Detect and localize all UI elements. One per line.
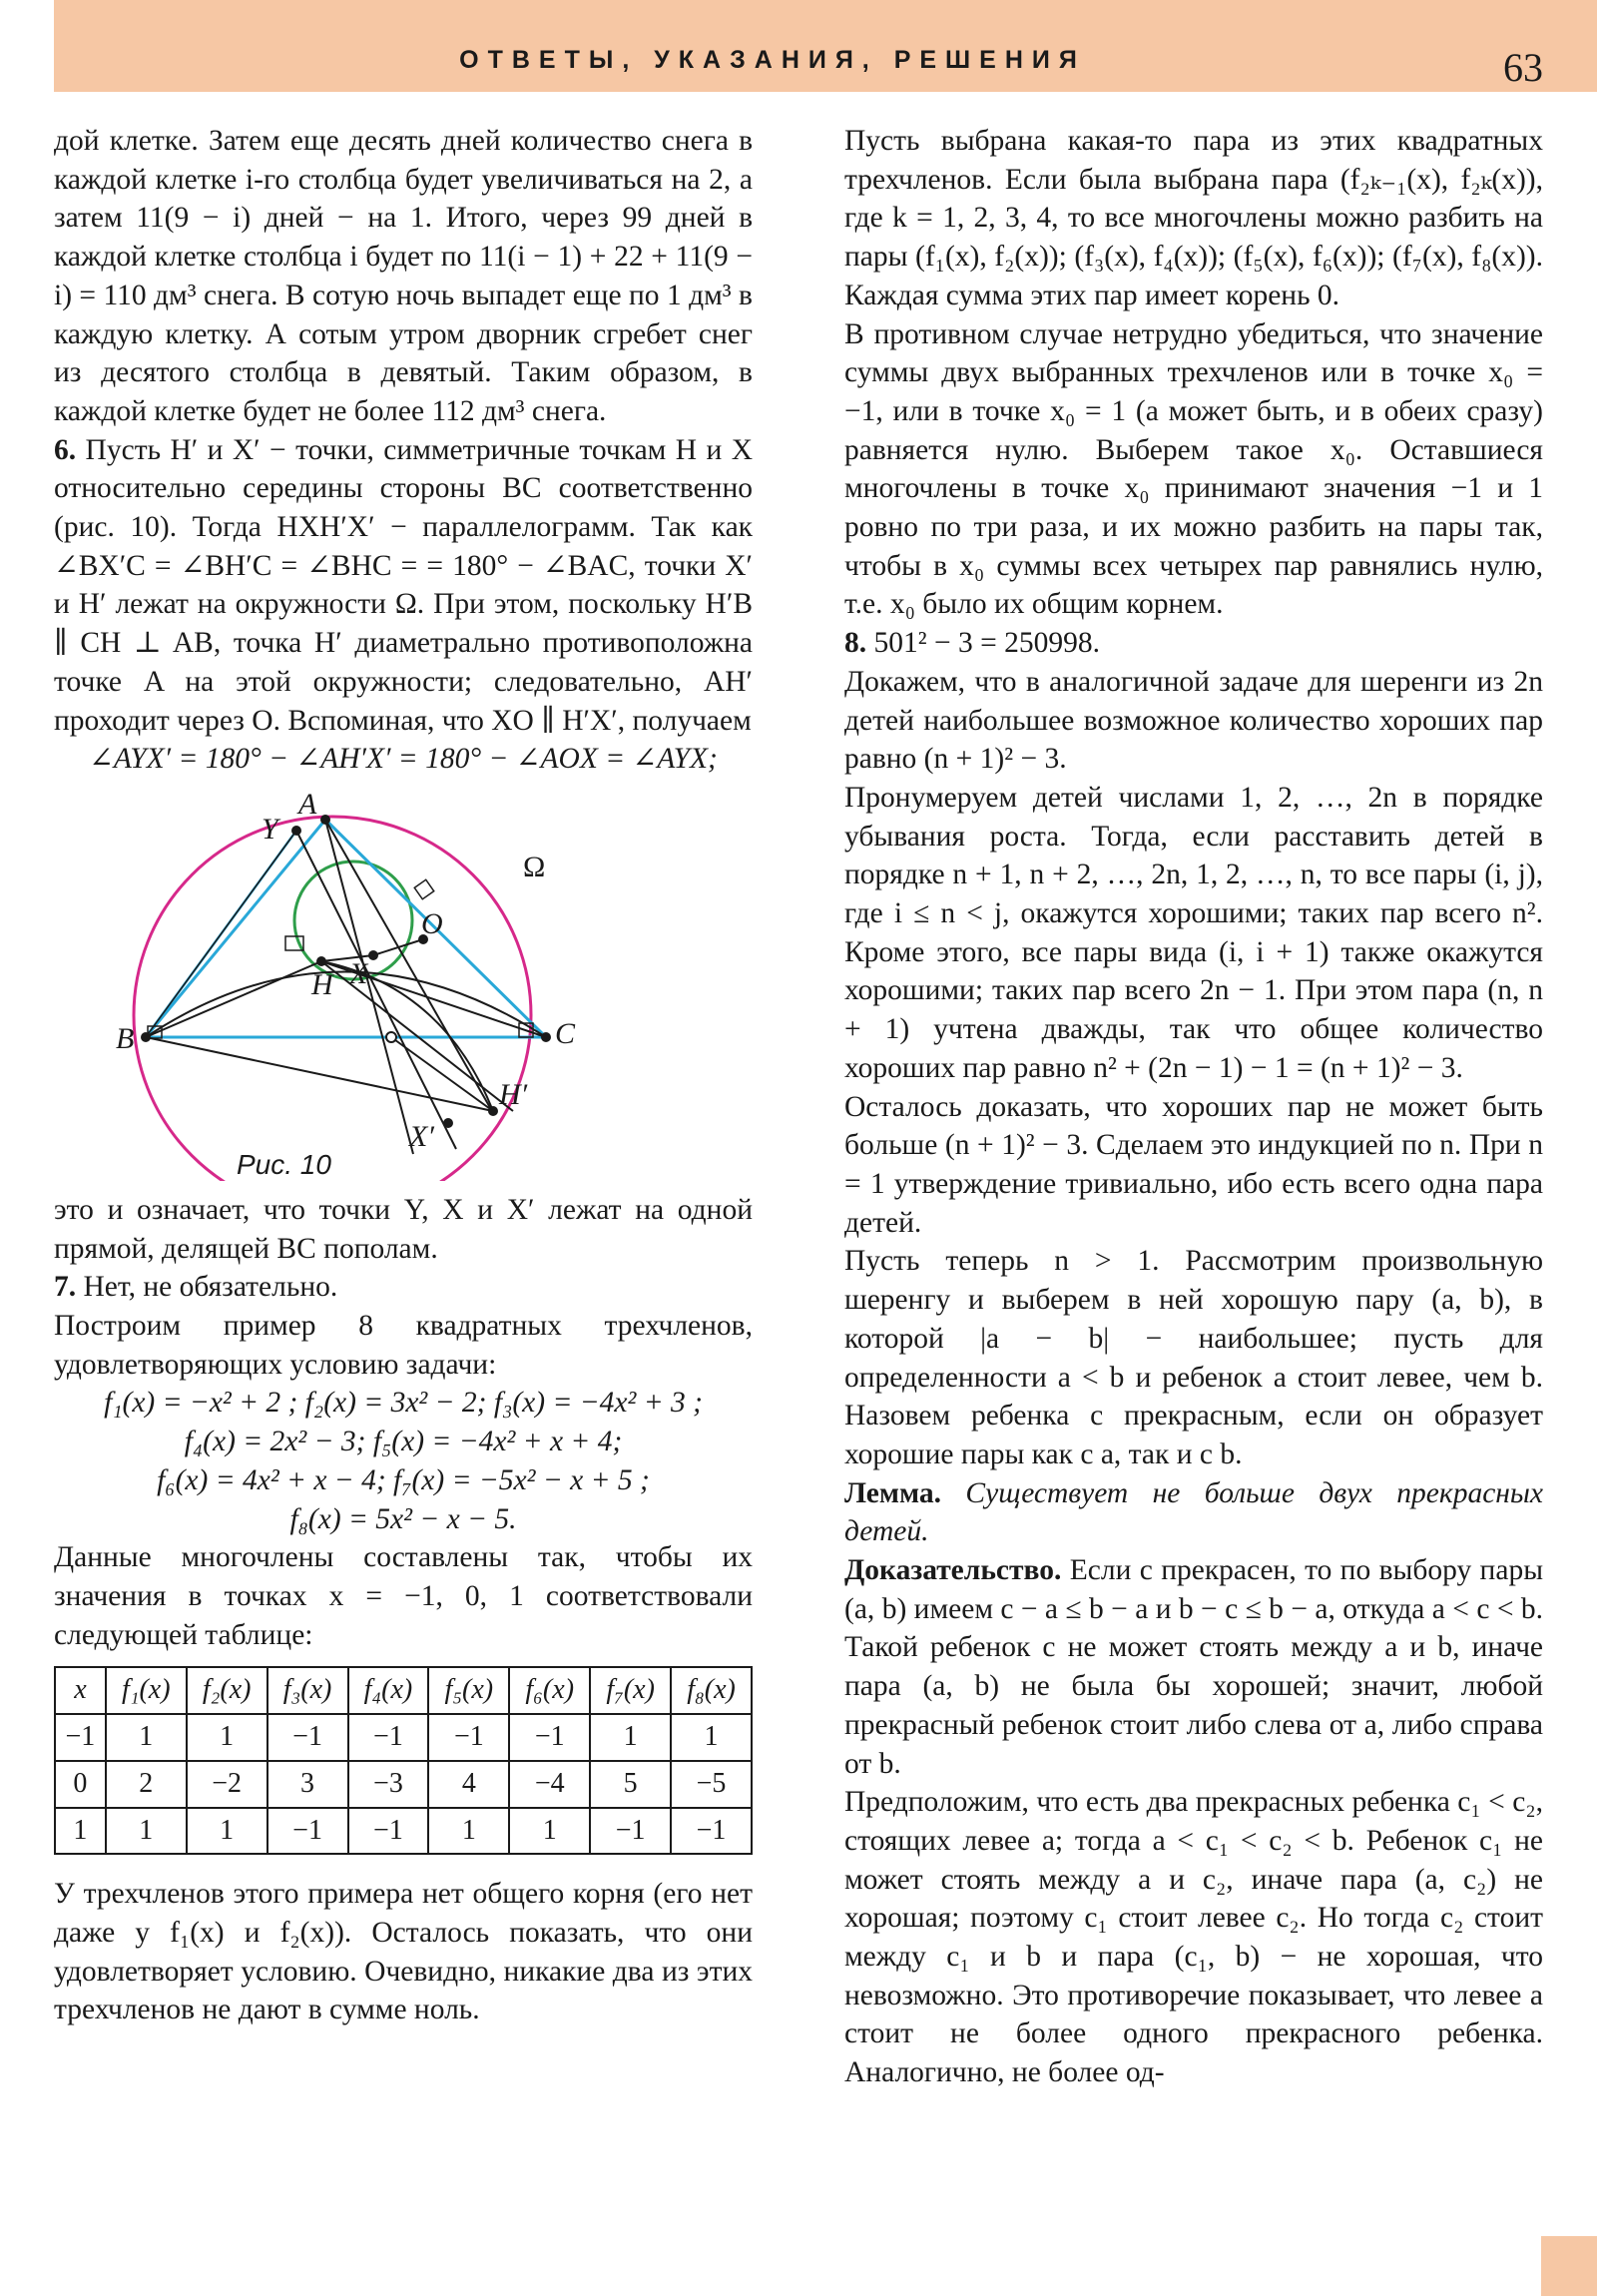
problem-number: 6.: [54, 433, 77, 466]
paragraph: Докажем, что в аналогичной задаче для шеренги из 2n детей наибольшее возможное количество хороших пар равно (n + 1)² − 3.: [844, 665, 1543, 776]
label-a: A: [298, 787, 317, 821]
right-column: [844, 122, 1543, 2092]
paragraph: Пусть теперь n > 1. Рассмотрим произвольную шеренгу и выберем в ней хорошую пару (a, b), в которой |a − b| − наибольшее; пусть для определенности a < b и ребенок a стоит левее, чем b. Назовем ребенка c прекрасным, если он образует хорошие пары как с a, так и с b.: [844, 1245, 1543, 1470]
table-cell: 1: [428, 1808, 509, 1855]
table-cell: −1: [348, 1808, 429, 1855]
page-header: [54, 0, 1597, 92]
table-cell: −2: [187, 1761, 267, 1808]
table-cell: −3: [348, 1761, 429, 1808]
paragraph: У трехчленов этого примера нет общего корня (его нет даже у f₁(x) и f₂(x)). Осталось показать, что они удовлетворяет условию. Очевидно, никакие два из этих трехчленов не дают в сумме ноль.: [54, 1878, 753, 2026]
point-xp: [443, 1118, 453, 1128]
point-mid: [386, 1032, 396, 1042]
left-column: [54, 122, 753, 2029]
table-cell: 1: [187, 1808, 267, 1855]
point-a: [320, 815, 330, 825]
label-hp: H′: [499, 1077, 528, 1111]
line-ab-ext: [146, 831, 296, 1037]
table-header-cell: f₄(x): [348, 1667, 429, 1714]
table-cell: −1: [509, 1714, 590, 1761]
paragraph: это и означает, что точки Y, X и X′ лежат на одной прямой, делящей BC пополам.: [54, 1193, 753, 1265]
corner-tab: [1541, 2236, 1597, 2296]
table-cell: 3: [267, 1761, 348, 1808]
table-cell: −1: [267, 1808, 348, 1855]
paragraph: Данные многочлены составлены так, чтобы их значения в точках x = −1, 0, 1 соответствовали следующей таблице:: [54, 1541, 753, 1651]
paragraph: Пронумеруем детей числами 1, 2, …, 2n в порядке убывания роста. Тогда, если расставить детей в порядке n + 1, n + 2, …, 2n, 1, 2, …, n, то все пары (i, j), где i ≤ n < j, окажутся хорошими; таких пар всего n². Кроме этого, все пары вида (i, i + 1) также окажутся хорошими; таких пар всего 2n − 1. При этом пара (n, n + 1) учтена дважды, так что общее количество хороших пар равно n² + (2n − 1) − 1 = (n + 1)² − 3.: [844, 781, 1543, 1084]
table-cell: 1: [187, 1714, 267, 1761]
label-o: O: [421, 906, 443, 940]
label-omega: Ω: [523, 850, 546, 883]
lemma-label: Лемма.: [844, 1476, 941, 1509]
table-header-cell: x: [55, 1667, 106, 1714]
figure-caption: Рис. 10: [237, 1148, 331, 1180]
table-header-cell: f₆(x): [509, 1667, 590, 1714]
label-x: X: [349, 956, 368, 990]
paragraph-text: 501² − 3 = 250998.: [873, 627, 1100, 660]
table-header-cell: f₇(x): [590, 1667, 671, 1714]
point-y: [291, 826, 301, 836]
paragraph: Предположим, что есть два прекрасных ребенка c₁ < c₂, стоящих левее a; тогда a < c₁ < c₂ < b. Ребенок c₁ не может стоять между a и c₂, иначе пара (a, c₂) не хорошая; поэтому c₁ стоит левее c₂. Но тогда c₂ стоит между c₁ и b и пара (c₁, b) − не хорошая, что невозможно. Это противоречие показывает, что левее a стоит не более одного прекрасного ребенка. Аналогично, не более од-: [844, 1786, 1543, 2089]
formula: f₄(x) = 2x² − 3; f₅(x) = −4x² + x + 4;: [184, 1426, 623, 1458]
lemma-text: Существует не больше двух прекрасных детей.: [844, 1476, 1543, 1548]
paragraph: Пусть выбрана какая-то пара из этих квадратных трехчленов. Если была выбрана пара (f₂ₖ₋₁(x), f₂ₖ(x)), где k = 1, 2, 3, 4, то все многочлены можно разбить на пары (f₁(x), f₂(x)); (f₃(x), f₄(x)); (f₅(x), f₆(x)); (f₇(x), f₈(x)). Каждая сумма этих пар имеет корень 0.: [844, 125, 1543, 311]
table-row: [55, 1808, 752, 1855]
table-cell: 2: [106, 1761, 187, 1808]
figure-10: [54, 787, 753, 1181]
table-cell: −4: [509, 1761, 590, 1808]
table-cell: 1: [590, 1714, 671, 1761]
table-row: [55, 1714, 752, 1761]
table-cell: 1: [106, 1808, 187, 1855]
table-cell: −5: [671, 1761, 752, 1808]
paragraph: [54, 1268, 753, 1307]
table-cell: 1: [106, 1714, 187, 1761]
table-cell: 4: [428, 1761, 509, 1808]
table-header-cell: f₈(x): [671, 1667, 752, 1714]
line-xo: [373, 939, 423, 955]
table-cell: 1: [671, 1714, 752, 1761]
paragraph-text: Пусть H′ и X′ − точки, симметричные точкам H и X относительно середины стороны BC соответственно (рис. 10). Тогда HXH′X′ − параллелограмм. Так как ∠BX′C = ∠BH′C = ∠BHC = = 180° − ∠BAC, точки X′ и H′ лежат на окружности Ω. При этом, поскольку H′B ∥ CH ⊥ AB, точка H′ диаметрально противоположна точке A на этой окружности; следовательно, AH′ проходит через O. Вспоминая, что XO ∥ H′X′, получаем: [54, 433, 753, 737]
table-header-cell: f₃(x): [267, 1667, 348, 1714]
geometry-diagram: [54, 787, 753, 1181]
label-y: Y: [262, 812, 278, 846]
point-b: [141, 1032, 151, 1042]
table-cell: −1: [55, 1714, 106, 1761]
formula: ∠AYX′ = 180° − ∠AH′X′ = 180° − ∠AOX = ∠AYX;: [89, 743, 718, 776]
table-header-row: [55, 1667, 752, 1714]
formula: f₆(x) = 4x² + x − 4; f₇(x) = −5x² − x + 5 ;: [157, 1463, 650, 1496]
table-header-cell: f₂(x): [187, 1667, 267, 1714]
table-row: [55, 1761, 752, 1808]
point-x: [368, 950, 378, 960]
problem-number: 8.: [844, 627, 867, 660]
proof-label: Доказательство.: [844, 1554, 1062, 1587]
paragraph: Осталось доказать, что хороших пар не может быть больше (n + 1)² − 3. Сделаем это индукцией по n. При n = 1 утверждение тривиально, ибо есть всего одна пара детей.: [844, 1090, 1543, 1239]
table-header-cell: f₁(x): [106, 1667, 187, 1714]
table-cell: −1: [267, 1714, 348, 1761]
paragraph: [54, 431, 753, 741]
problem-number: 7.: [54, 1271, 77, 1304]
label-xp: X′: [409, 1119, 434, 1153]
table-cell: −1: [348, 1714, 429, 1761]
paragraph-text: Нет, не обязательно.: [83, 1271, 338, 1304]
table-header-cell: f₅(x): [428, 1667, 509, 1714]
line-ax: [325, 820, 413, 1154]
point-h: [316, 956, 326, 966]
proof: [844, 1551, 1543, 1783]
label-c: C: [555, 1016, 576, 1050]
table-cell: −1: [671, 1808, 752, 1855]
table-cell: −1: [428, 1714, 509, 1761]
point-c: [541, 1032, 551, 1042]
table-cell: −1: [590, 1808, 671, 1855]
right-angle-mark: [414, 879, 433, 898]
formula: f₈(x) = 5x² − x − 5.: [289, 1502, 517, 1535]
table-cell: 5: [590, 1761, 671, 1808]
page-number: 63: [1503, 45, 1543, 90]
paragraph: Построим пример 8 квадратных трехчленов, удовлетворяющих условию задачи:: [54, 1310, 753, 1381]
paragraph: [844, 624, 1543, 663]
table-cell: 1: [509, 1808, 590, 1855]
point-hp: [488, 1106, 498, 1116]
running-title: ОТВЕТЫ, УКАЗАНИЯ, РЕШЕНИЯ: [459, 46, 1086, 74]
table-cell: 0: [55, 1761, 106, 1808]
label-b: B: [116, 1021, 135, 1055]
values-table: [54, 1666, 753, 1855]
proof-text: Если c прекрасен, то по выбору пары (a, b) имеем c − a ≤ b − a и b − c ≤ b − a, откуда a < c < b. Такой ребенок c не может стоять между a и b, иначе пара (a, b) не была бы хорошей; значит, любой прекрасный ребенок стоит либо слева от a, либо справа от b.: [844, 1554, 1544, 1780]
paragraph: В противном случае нетрудно убедиться, что значение суммы двух выбранных трехчленов или в точке x₀ = −1, или в точке x₀ = 1 (а может быть, и в обеих сразу) равняется нулю. Выберем такое x₀. Оставшиеся многочлены в точке x₀ принимают значения −1 и 1 ровно по три раза, и их можно разбить на пары так, чтобы в x₀ суммы всех четырех пар равнялись нулю, т.е. x₀ было их общим корнем.: [844, 317, 1543, 621]
paragraph: дой клетке. Затем еще десять дней количество снега в каждой клетке i-го столбца будет увеличиваться на 2, а затем 11(9 − i) дней − на 1. Итого, через 99 дней в каждой клетке столбца i будет по 11(i − 1) + 22 + 11(9 − i) = 110 дм³ снега. В сотую ночь выпадет еще по 1 дм³ в каждую клетку. А сотым утром дворник сгребет снег из десятого столбца в девятый. Таким образом, в каждой клетке будет не более 112 дм³ снега.: [54, 125, 753, 427]
formula: f₁(x) = −x² + 2 ; f₂(x) = 3x² − 2; f₃(x) = −4x² + 3 ;: [104, 1387, 703, 1420]
table-cell: 1: [55, 1808, 106, 1855]
label-h: H: [311, 967, 333, 1001]
lemma: [844, 1474, 1543, 1551]
